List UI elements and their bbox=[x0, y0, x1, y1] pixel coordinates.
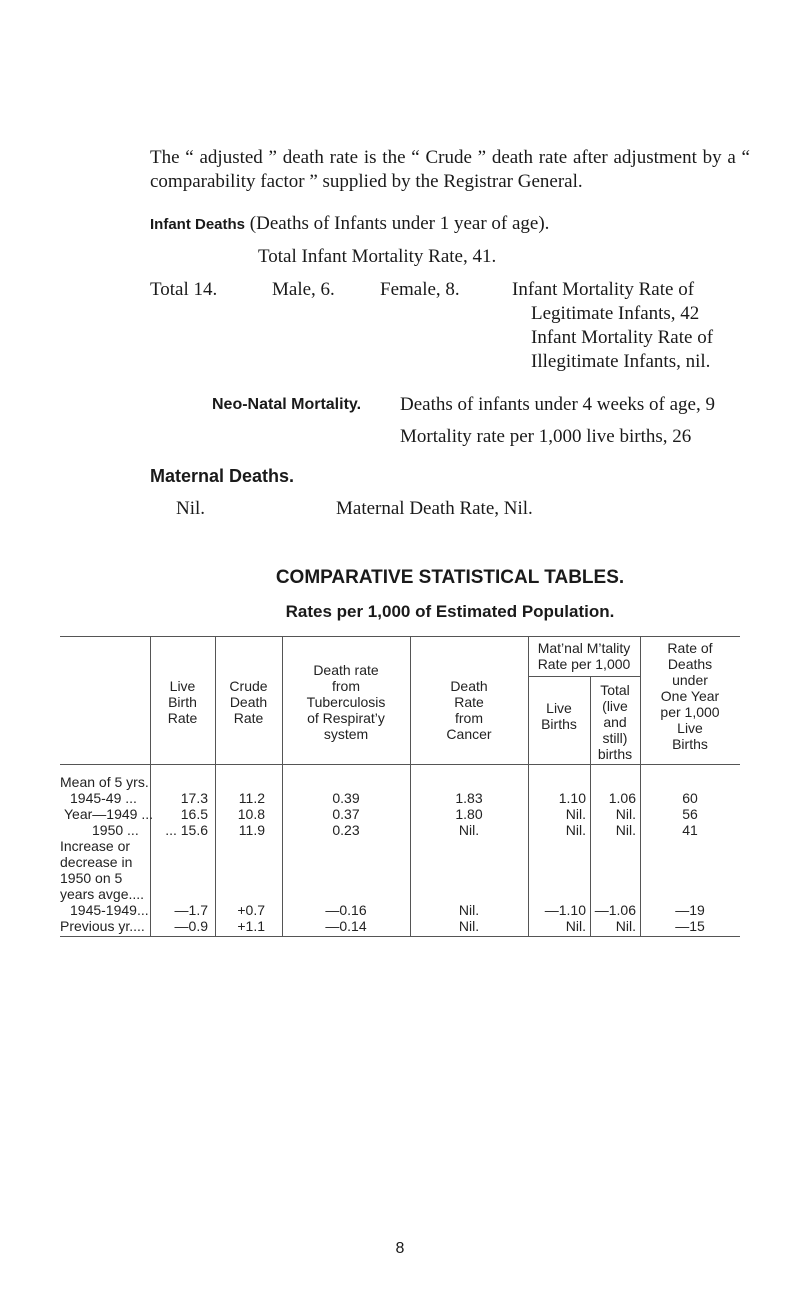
cell-cancer: 1.80 bbox=[455, 806, 483, 822]
cell-mat-total: Nil. bbox=[615, 918, 636, 934]
hdr-text: Cancer bbox=[446, 726, 492, 742]
header-bottom-rule bbox=[60, 764, 740, 765]
hdr-text: births bbox=[597, 746, 633, 762]
row-label-mean-years: 1945-49 ... bbox=[70, 790, 137, 806]
neonatal-heading: Neo-Natal Mortality. bbox=[212, 396, 362, 413]
illegit-rate-line-1: Infant Mortality Rate of bbox=[531, 327, 714, 348]
hdr-text: Death rate bbox=[313, 662, 379, 678]
hdr-text: per 1,000 bbox=[660, 704, 720, 720]
hdr-text: Tuberculosis bbox=[306, 694, 386, 710]
hdr-text: from bbox=[332, 678, 360, 694]
cell-live-birth: 17.3 bbox=[180, 790, 208, 806]
cell-crude-death: 11.9 bbox=[238, 822, 265, 838]
infant-deaths-heading: Infant Deaths bbox=[150, 216, 246, 233]
hdr-text: under bbox=[672, 672, 708, 688]
legit-rate-line-1: Infant Mortality Rate of bbox=[512, 279, 695, 300]
cell-mat-live: —1.10 bbox=[544, 902, 586, 918]
row-label-increase-4: years avge.... bbox=[60, 886, 145, 902]
cell-mat-total: Nil. bbox=[615, 822, 636, 838]
row-label-increase-3: 1950 on 5 bbox=[60, 870, 123, 886]
row-label-increase-1: Increase or bbox=[60, 838, 131, 854]
header-infant-mortality bbox=[640, 640, 740, 752]
maternal-deaths: Nil. bbox=[176, 498, 206, 519]
cell-mat-total: 1.06 bbox=[608, 790, 636, 806]
maternal-rate: Maternal Death Rate, Nil. bbox=[336, 498, 533, 519]
hdr-text: from bbox=[455, 710, 483, 726]
cell-mat-total: Nil. bbox=[615, 806, 636, 822]
table-bottom-rule bbox=[60, 936, 740, 937]
tables-subtitle: Rates per 1,000 of Estimated Population. bbox=[285, 602, 615, 621]
hdr-text: Births bbox=[541, 716, 577, 732]
hdr-text: Rate bbox=[233, 710, 264, 726]
cell-mat-live: Nil. bbox=[565, 918, 586, 934]
hdr-text: Rate per 1,000 bbox=[537, 656, 631, 672]
header-maternal-mortality bbox=[528, 640, 640, 672]
cell-live-birth: —1.7 bbox=[174, 902, 208, 918]
illegit-rate-line-2: Illegitimate Infants, nil. bbox=[531, 351, 711, 372]
hdr-text: Rate bbox=[167, 710, 198, 726]
cell-crude-death: +1.1 bbox=[237, 918, 265, 934]
hdr-text: Total bbox=[600, 682, 630, 698]
neonatal-deaths: Deaths of infants under 4 weeks of age, 9 bbox=[400, 394, 715, 415]
cell-live-birth: 16.5 bbox=[180, 806, 208, 822]
row-label-increase-2: decrease in bbox=[60, 854, 133, 870]
hdr-text: of Respirat’y bbox=[307, 710, 385, 726]
cell-infant: —15 bbox=[675, 918, 705, 934]
cell-cancer: Nil. bbox=[458, 822, 480, 838]
infant-deaths-note: (Deaths of Infants under 1 year of age). bbox=[249, 213, 550, 234]
row-label-1949: Year—1949 ... bbox=[64, 806, 153, 822]
cell-mat-live: Nil. bbox=[565, 806, 586, 822]
infant-male: Male, 6. bbox=[272, 279, 335, 300]
cell-mat-live: Nil. bbox=[565, 822, 586, 838]
cell-infant: 41 bbox=[682, 822, 698, 838]
infant-total: Total 14. bbox=[150, 279, 218, 300]
cell-crude-death: 10.8 bbox=[237, 806, 265, 822]
hdr-text: Mat’nal M’tality bbox=[537, 640, 631, 656]
row-label-previous: Previous yr.... bbox=[60, 918, 145, 934]
header-live-birth-rate bbox=[150, 678, 215, 726]
comparative-table bbox=[60, 636, 740, 1026]
cell-cancer: Nil. bbox=[458, 902, 480, 918]
hdr-text: Crude bbox=[229, 678, 268, 694]
tables-title: COMPARATIVE STATISTICAL TABLES. bbox=[275, 567, 625, 588]
cell-live-birth: —0.9 bbox=[174, 918, 208, 934]
hdr-text: Live bbox=[546, 700, 572, 716]
cell-tb: 0.39 bbox=[332, 790, 360, 806]
matnal-group-rule bbox=[528, 676, 640, 677]
header-mat-total-births bbox=[590, 682, 640, 762]
hdr-text: system bbox=[323, 726, 369, 742]
header-cancer-death-rate bbox=[410, 678, 528, 742]
cell-mat-live: 1.10 bbox=[558, 790, 586, 806]
header-crude-death-rate bbox=[215, 678, 282, 726]
header-tb-death-rate bbox=[282, 662, 410, 742]
neonatal-rate: Mortality rate per 1,000 live births, 26 bbox=[400, 426, 692, 447]
cell-cancer: 1.83 bbox=[455, 790, 483, 806]
cell-tb: 0.37 bbox=[332, 806, 360, 822]
cell-infant: 60 bbox=[682, 790, 698, 806]
row-label-increase-5: 1945-1949... bbox=[70, 902, 149, 918]
infant-deaths-line bbox=[150, 212, 549, 237]
hdr-text: Rate bbox=[454, 694, 484, 710]
hdr-text: Death bbox=[229, 694, 268, 710]
hdr-text: (live and bbox=[602, 698, 628, 730]
cell-mat-total: —1.06 bbox=[594, 902, 636, 918]
hdr-text: Birth bbox=[168, 694, 197, 710]
hdr-text: Live bbox=[169, 678, 196, 694]
vrule-5 bbox=[528, 636, 529, 936]
cell-crude-death: 11.2 bbox=[238, 790, 265, 806]
hdr-text: Live bbox=[677, 720, 703, 736]
table-top-rule bbox=[60, 636, 740, 637]
intro-paragraph: The “ adjusted ” death rate is the “ Crude ” death rate after adjustment by a “ comparability factor ” supplied by the Registrar General. bbox=[150, 147, 750, 192]
hdr-text: Rate of bbox=[667, 640, 713, 656]
page-number: 8 bbox=[395, 1240, 405, 1257]
cell-tb: 0.23 bbox=[332, 822, 360, 838]
legit-rate-line-2: Legitimate Infants, 42 bbox=[531, 303, 700, 324]
row-label-1950: 1950 ... bbox=[92, 822, 139, 838]
cell-live-birth: ... 15.6 bbox=[165, 822, 208, 838]
hdr-text: Death bbox=[450, 678, 488, 694]
cell-infant: —19 bbox=[675, 902, 705, 918]
hdr-text: Births bbox=[672, 736, 708, 752]
maternal-heading: Maternal Deaths. bbox=[150, 466, 295, 486]
infant-female: Female, 8. bbox=[380, 279, 460, 300]
cell-cancer: Nil. bbox=[458, 918, 480, 934]
cell-tb: —0.16 bbox=[325, 902, 367, 918]
total-infant-mortality-rate: Total Infant Mortality Rate, 41. bbox=[258, 246, 497, 267]
header-mat-live-births bbox=[528, 700, 590, 732]
cell-infant: 56 bbox=[682, 806, 698, 822]
cell-crude-death: +0.7 bbox=[237, 902, 265, 918]
hdr-text: One Year bbox=[660, 688, 720, 704]
hdr-text: still) bbox=[602, 730, 628, 746]
cell-tb: —0.14 bbox=[325, 918, 367, 934]
hdr-text: Deaths bbox=[667, 656, 713, 672]
row-label-mean: Mean of 5 yrs. bbox=[60, 774, 149, 790]
